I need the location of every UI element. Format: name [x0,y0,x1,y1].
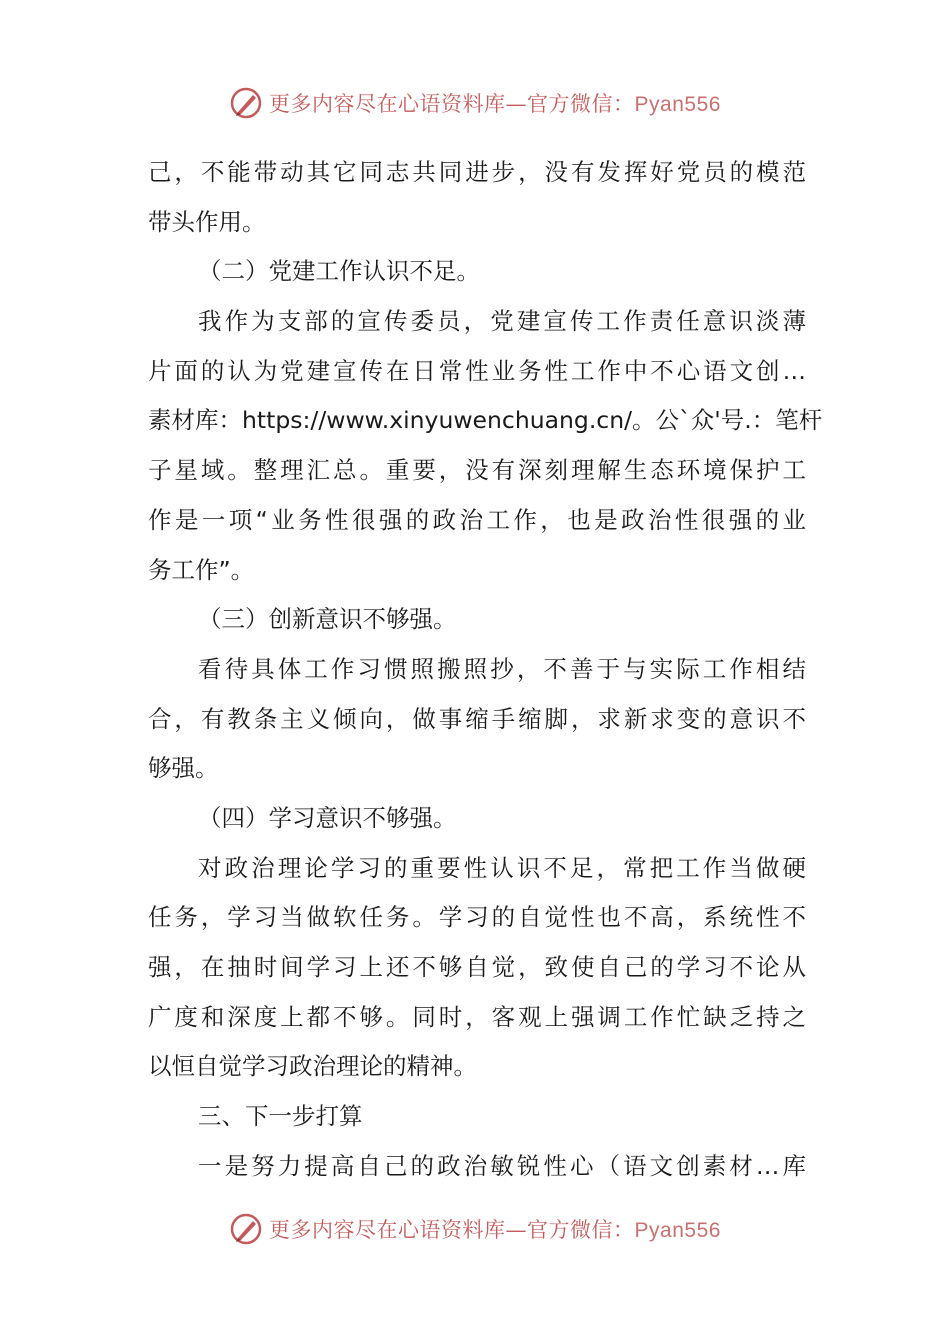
document-body [148,148,823,1191]
footer-banner-handle: Pyan556 [634,1219,721,1242]
footer-banner-label: 更多内容尽在心语资料库—官方微信： [269,1218,635,1242]
body-line: 合，有教条主义倾向，做事缩手缩脚，求新求变的意识不 [148,704,806,733]
footer-banner [0,1204,950,1254]
header-banner-label: 更多内容尽在心语资料库—官方微信： [269,92,635,116]
section-heading: 三、下一步打算 [198,1102,363,1131]
header-banner-handle: Pyan556 [634,93,721,116]
section-heading: （四）学习意识不够强。 [198,803,457,832]
body-line: 我作为支部的宣传委员，党建宣传工作责任意识淡薄 [198,307,806,336]
footer-banner-text [269,1214,721,1244]
body-line: 对政治理论学习的重要性认识不足，常把工作当做硬 [198,853,806,882]
body-line: 任务，学习当做软任务。学习的自觉性也不高，系统性不 [148,903,806,932]
pen-logo-icon [229,86,263,120]
body-line: 看待具体工作习惯照搬照抄，不善于与实际工作相结 [198,654,806,683]
body-line: 己，不能带动其它同志共同进步，没有发挥好党员的模范 [148,158,806,186]
body-line: 带头作用。 [148,207,266,236]
body-line: 强，在抽时间学习上还不够自觉，致使自己的学习不论从 [148,953,806,981]
header-banner [0,78,950,128]
body-line: 作是一项“业务性很强的政治工作，也是政治性很强的业 [148,505,806,534]
pen-logo-icon [229,1212,263,1246]
body-line: 以恒自觉学习政治理论的精神。 [148,1052,477,1081]
body-line: 子星域。整理汇总。重要，没有深刻理解生态环境保护工 [148,456,806,485]
body-line: 片面的认为党建宣传在日常性业务性工作中不心语文创… [148,356,806,385]
header-banner-text [269,88,721,118]
body-line: 一是努力提高自己的政治敏锐性心（语文创素材…库 [198,1151,806,1180]
section-heading: （三）创新意识不够强。 [198,605,457,634]
section-heading: （二）党建工作认识不足。 [198,257,480,286]
body-line: 素材库：https://www.xinyuwenchuang.cn/。公`众'号.：笔杆 [148,406,823,435]
body-line: 务工作”。 [148,555,255,584]
body-line: 够强。 [148,754,219,783]
body-line: 广度和深度上都不够。同时，客观上强调工作忙缺乏持之 [148,1002,806,1031]
